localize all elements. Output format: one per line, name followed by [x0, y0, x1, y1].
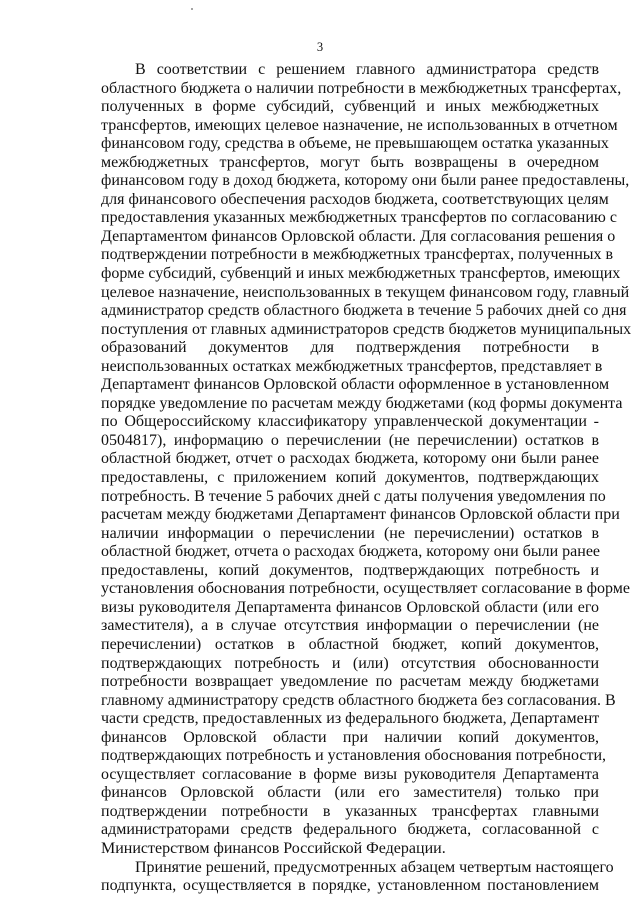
text-line: предоставлены, с приложением копий документов, подтверждающих — [101, 469, 599, 487]
text-line: В соответствии с решением главного администратора средств — [135, 61, 599, 78]
text-line: перечислении) остатков в областной бюджет, копий документов, — [101, 635, 599, 653]
text-line: порядке уведомление по расчетам между бюджетами (код формы документа — [101, 394, 623, 412]
paragraph — [101, 858, 614, 896]
text-line: заместителя), а в случае отсутствия информации о перечислении (не — [101, 617, 599, 635]
text-line: Министерством финансов Российской Федерации. — [101, 839, 446, 857]
text-line: финансов Орловской области при наличии копий документов, — [101, 728, 599, 746]
text-line: администраторами средств федерального бюджета, согласованной с — [101, 821, 599, 839]
page-number: 3 — [316, 40, 324, 54]
text-line: поступления от главных администраторов средств бюджетов муниципальных — [101, 320, 632, 338]
text-line: неиспользованных остатках межбюджетных трансфертов, представляет в — [101, 357, 603, 375]
text-line: форме субсидий, субвенций и иных межбюджетных трансфертов, имеющих — [101, 265, 621, 283]
text-line: визы руководителя Департамента финансов Орловской области (или его — [101, 598, 599, 616]
text-line: потребности возвращает уведомление по расчетам между бюджетами — [101, 673, 599, 691]
text-line: Департаментом финансов Орловской области. Для согласования решения о — [101, 227, 616, 245]
text-line: областной бюджет, отчет о расходах бюджета, которому они были ранее — [101, 450, 599, 468]
text-line: подтверждающих потребность и установления обоснования потребности, — [101, 747, 607, 765]
text-line: Принятие решений, предусмотренных абзацем четвертым настоящего — [135, 858, 614, 876]
text-line: 0504817), информацию о перечислении (не перечислении) остатков в — [101, 431, 599, 449]
text-line: образований документов для подтверждения потребности в — [101, 339, 599, 357]
text-line: полученных в форме субсидий, субвенций и иных межбюджетных — [101, 98, 599, 116]
text-line: подтверждении потребности в межбюджетных трансфертах, полученных в — [101, 246, 614, 264]
text-line: главному администратору средств областного бюджета без согласования. В — [101, 691, 616, 709]
text-line: подтверждающих потребность и (или) отсутствия обоснованности — [101, 654, 599, 672]
text-line: финансовом году, средства в объеме, не превышающем остатка указанных — [101, 135, 609, 153]
text-line: трансфертов, имеющих целевое назначение, не использованных в отчетном — [101, 116, 618, 134]
text-line: по Общероссийскому классификатору управленческой документации - — [101, 413, 599, 431]
text-line: подпункта, осуществляется в порядке, установленном постановлением — [101, 877, 599, 895]
text-line: финансовом году в доход бюджета, которому они были ранее предоставлены, — [101, 172, 630, 190]
text-line: Департамент финансов Орловской области оформленное в установленном — [101, 376, 610, 394]
text-line: расчетам между бюджетами Департамент финансов Орловской области при — [101, 506, 620, 524]
text-line: областной бюджет, отчета о расходах бюджета, которому они были ранее — [101, 543, 601, 561]
text-line: администратор средств областного бюджета в течение 5 рабочих дней со дня — [101, 302, 627, 320]
text-line: областного бюджета о наличии потребности в межбюджетных трансфертах, — [101, 79, 622, 97]
text-line: межбюджетных трансфертов, могут быть возвращены в очередном — [101, 153, 599, 171]
text-line: финансов Орловской области (или его заместителя) только при — [101, 784, 599, 802]
text-line: части средств, предоставленных из федерального бюджета, Департамент — [101, 710, 600, 728]
text-line: потребность. В течение 5 рабочих дней с даты получения уведомления по — [101, 487, 606, 505]
text-line: установления обоснования потребности, осуществляет согласование в форме — [101, 580, 630, 598]
text-line: целевое назначение, неиспользованных в текущем финансовом году, главный — [101, 283, 630, 301]
text-line: для финансового обеспечения расходов бюджета, соответствующих целям — [101, 190, 609, 208]
text-line: подтверждении потребности в указанных трансфертах главными — [101, 802, 599, 820]
text-line: предоставлены, копий документов, подтверждающих потребность и — [101, 561, 599, 579]
text-line: наличии информации о перечислении (не перечислении) остатков в — [101, 524, 599, 542]
body-text — [101, 61, 632, 896]
scan-speck — [191, 8, 193, 10]
text-line: осуществляет согласование в форме визы руководителя Департамента — [101, 765, 599, 783]
paragraph — [101, 61, 632, 859]
text-line: предоставления указанных межбюджетных трансфертов по согласованию с — [101, 209, 617, 227]
